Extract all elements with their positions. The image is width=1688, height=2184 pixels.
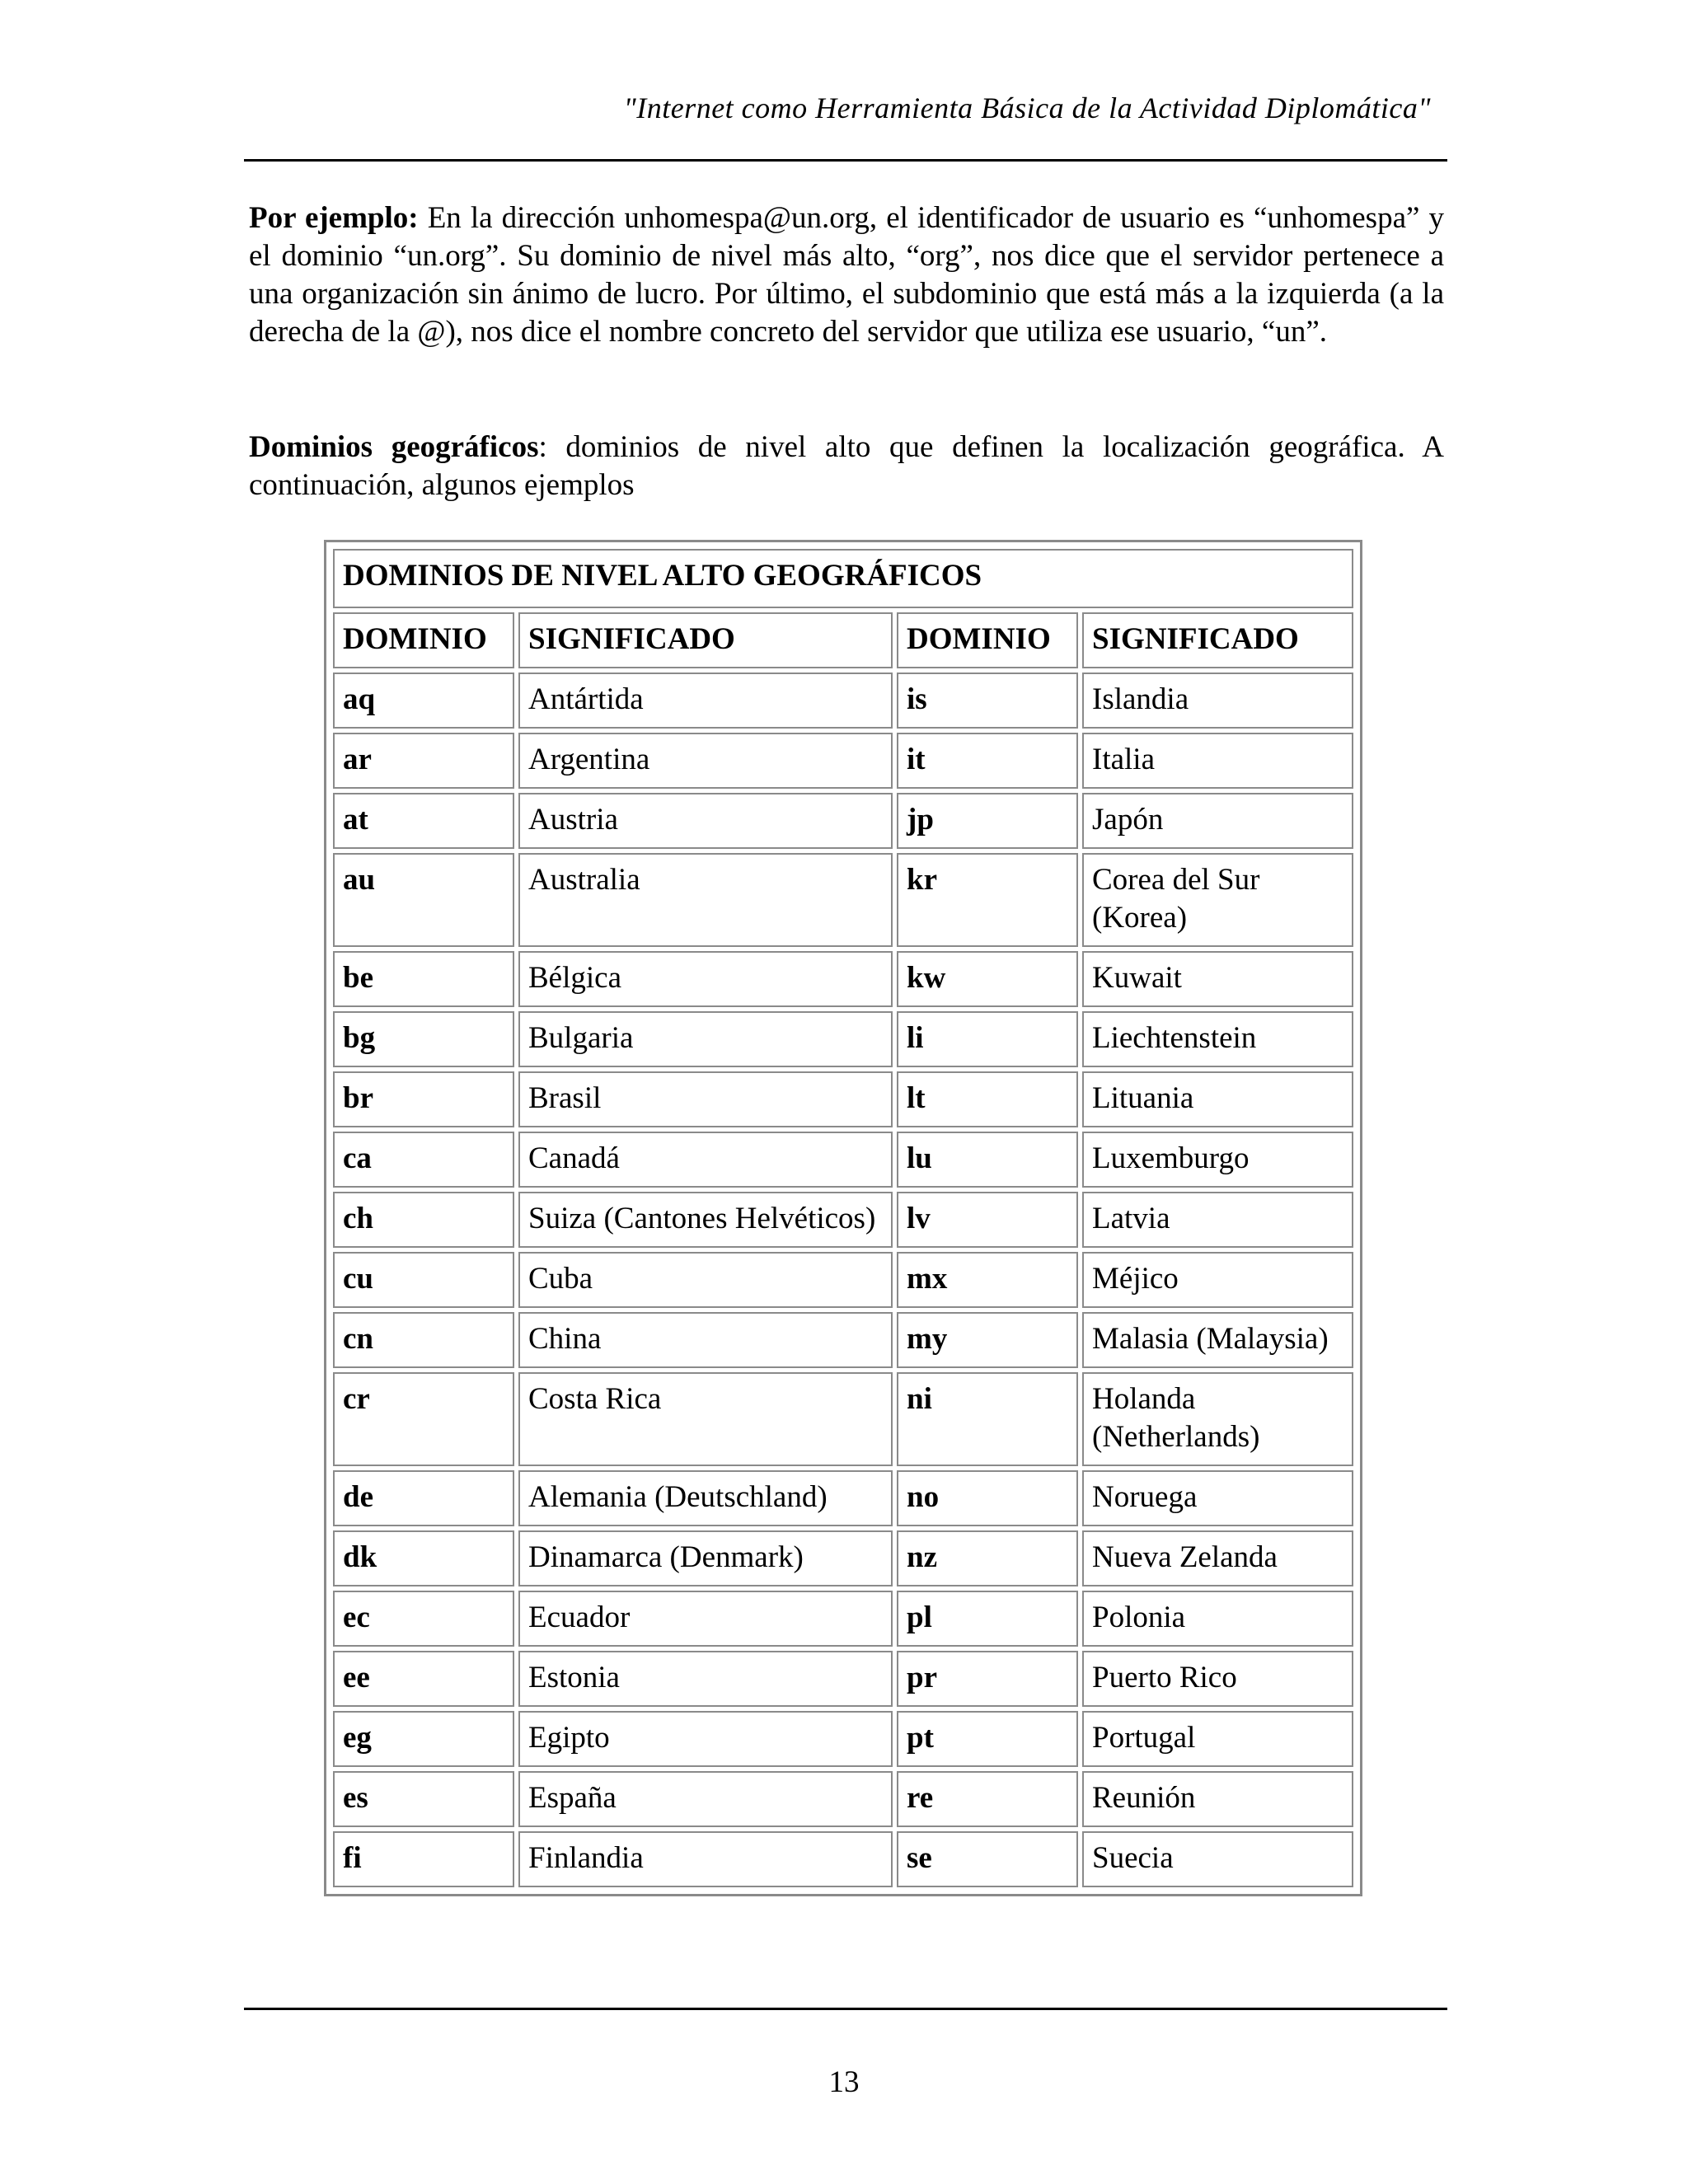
table-row	[333, 1312, 1353, 1368]
domains-table	[329, 545, 1357, 1891]
domain-code: re	[897, 1771, 1078, 1827]
domain-meaning: Costa Rica	[518, 1372, 893, 1466]
example-text: En la dirección unhomespa@un.org, el identificador de usuario es “unhomespa” y el dominio “un.org”. Su dominio de nivel más alto, “org”, nos dice que el servidor pertenece a una organización sin ánimo de lucro. Por último, el subdominio que está más a la izquierda (a la derecha de la @), nos dice el nombre concreto del servidor que utiliza ese usuario, “un”.	[249, 201, 1444, 349]
domain-meaning: Suecia	[1082, 1831, 1353, 1887]
table-row	[333, 1011, 1353, 1067]
domain-code: se	[897, 1831, 1078, 1887]
domain-code: ni	[897, 1372, 1078, 1466]
geographic-domains-paragraph	[249, 429, 1444, 504]
domain-meaning: Canadá	[518, 1132, 893, 1188]
domain-meaning: Suiza (Cantones Helvéticos)	[518, 1192, 893, 1248]
domain-meaning: Ecuador	[518, 1591, 893, 1647]
domain-meaning: Kuwait	[1082, 951, 1353, 1007]
domain-meaning: Argentina	[518, 733, 893, 789]
domain-meaning: Méjico	[1082, 1252, 1353, 1308]
domain-code: it	[897, 733, 1078, 789]
table-row	[333, 1372, 1353, 1466]
table-row	[333, 1591, 1353, 1647]
table-row	[333, 793, 1353, 849]
table-row	[333, 1470, 1353, 1526]
domain-code: kr	[897, 853, 1078, 947]
domain-code: ar	[333, 733, 514, 789]
domain-code: pl	[897, 1591, 1078, 1647]
table-row	[333, 853, 1353, 947]
domain-meaning: China	[518, 1312, 893, 1368]
table-row	[333, 1252, 1353, 1308]
domain-meaning: Antártida	[518, 673, 893, 729]
footer-rule	[244, 2008, 1447, 2010]
domain-meaning: Italia	[1082, 733, 1353, 789]
table-row	[333, 1530, 1353, 1586]
domain-code: cr	[333, 1372, 514, 1466]
domain-meaning: Holanda (Netherlands)	[1082, 1372, 1353, 1466]
domain-code: cu	[333, 1252, 514, 1308]
running-header: "Internet como Herramienta Básica de la Actividad Diplomática"	[623, 91, 1431, 124]
domains-table-frame	[324, 540, 1362, 1896]
domain-meaning: Brasil	[518, 1071, 893, 1127]
domain-meaning: España	[518, 1771, 893, 1827]
domain-meaning: Portugal	[1082, 1711, 1353, 1767]
domain-code: is	[897, 673, 1078, 729]
domain-meaning: Australia	[518, 853, 893, 947]
domain-code: lt	[897, 1071, 1078, 1127]
table-row	[333, 1771, 1353, 1827]
domain-meaning: Liechtenstein	[1082, 1011, 1353, 1067]
domain-code: eg	[333, 1711, 514, 1767]
table-row	[333, 951, 1353, 1007]
domain-code: br	[333, 1071, 514, 1127]
header-rule	[244, 159, 1447, 162]
domain-code: be	[333, 951, 514, 1007]
table-row	[333, 1071, 1353, 1127]
domain-meaning: Dinamarca (Denmark)	[518, 1530, 893, 1586]
domain-code: au	[333, 853, 514, 947]
table-row	[333, 733, 1353, 789]
table-header-row	[333, 612, 1353, 668]
domain-meaning: Corea del Sur (Korea)	[1082, 853, 1353, 947]
domain-meaning: Reunión	[1082, 1771, 1353, 1827]
domain-meaning: Puerto Rico	[1082, 1651, 1353, 1707]
table-row	[333, 1831, 1353, 1887]
domain-meaning: Austria	[518, 793, 893, 849]
table-row	[333, 1711, 1353, 1767]
domain-code: es	[333, 1771, 514, 1827]
domain-code: pr	[897, 1651, 1078, 1707]
table-row	[333, 1651, 1353, 1707]
domain-meaning: Luxemburgo	[1082, 1132, 1353, 1188]
column-header-domain: DOMINIO	[333, 612, 514, 668]
domain-code: nz	[897, 1530, 1078, 1586]
example-lead: Por ejemplo:	[249, 201, 419, 235]
column-header-meaning: SIGNIFICADO	[1082, 612, 1353, 668]
page-number: 13	[828, 2065, 860, 2099]
domain-code: ch	[333, 1192, 514, 1248]
domain-meaning: Bulgaria	[518, 1011, 893, 1067]
column-header-domain: DOMINIO	[897, 612, 1078, 668]
domain-code: li	[897, 1011, 1078, 1067]
domain-meaning: Noruega	[1082, 1470, 1353, 1526]
domain-code: my	[897, 1312, 1078, 1368]
example-paragraph	[249, 199, 1444, 351]
table-title: DOMINIOS DE NIVEL ALTO GEOGRÁFICOS	[333, 549, 1353, 608]
domain-code: kw	[897, 951, 1078, 1007]
domain-code: bg	[333, 1011, 514, 1067]
domain-code: ee	[333, 1651, 514, 1707]
domain-meaning: Bélgica	[518, 951, 893, 1007]
domain-meaning: Finlandia	[518, 1831, 893, 1887]
domain-code: fi	[333, 1831, 514, 1887]
domain-meaning: Lituania	[1082, 1071, 1353, 1127]
table-row	[333, 673, 1353, 729]
domain-code: at	[333, 793, 514, 849]
domain-code: cn	[333, 1312, 514, 1368]
domain-code: lv	[897, 1192, 1078, 1248]
table-title-row	[333, 549, 1353, 608]
domain-meaning: Polonia	[1082, 1591, 1353, 1647]
table-row	[333, 1132, 1353, 1188]
domain-meaning: Malasia (Malaysia)	[1082, 1312, 1353, 1368]
domain-code: ec	[333, 1591, 514, 1647]
column-header-meaning: SIGNIFICADO	[518, 612, 893, 668]
domain-code: no	[897, 1470, 1078, 1526]
table-row	[333, 1192, 1353, 1248]
domain-code: de	[333, 1470, 514, 1526]
geographic-domains-lead: Dominios geográficos	[249, 430, 539, 464]
geographic-domains-text: : dominios de nivel alto que definen la localización geográfica. A continuación, algunos ejemplos	[249, 430, 1444, 502]
domain-code: mx	[897, 1252, 1078, 1308]
domain-meaning: Alemania (Deutschland)	[518, 1470, 893, 1526]
domain-meaning: Japón	[1082, 793, 1353, 849]
domain-meaning: Nueva Zelanda	[1082, 1530, 1353, 1586]
domain-meaning: Cuba	[518, 1252, 893, 1308]
domain-code: pt	[897, 1711, 1078, 1767]
domain-code: lu	[897, 1132, 1078, 1188]
domain-meaning: Latvia	[1082, 1192, 1353, 1248]
domain-meaning: Egipto	[518, 1711, 893, 1767]
domain-meaning: Estonia	[518, 1651, 893, 1707]
domain-code: jp	[897, 793, 1078, 849]
domain-code: ca	[333, 1132, 514, 1188]
domain-code: aq	[333, 673, 514, 729]
domain-meaning: Islandia	[1082, 673, 1353, 729]
domain-code: dk	[333, 1530, 514, 1586]
